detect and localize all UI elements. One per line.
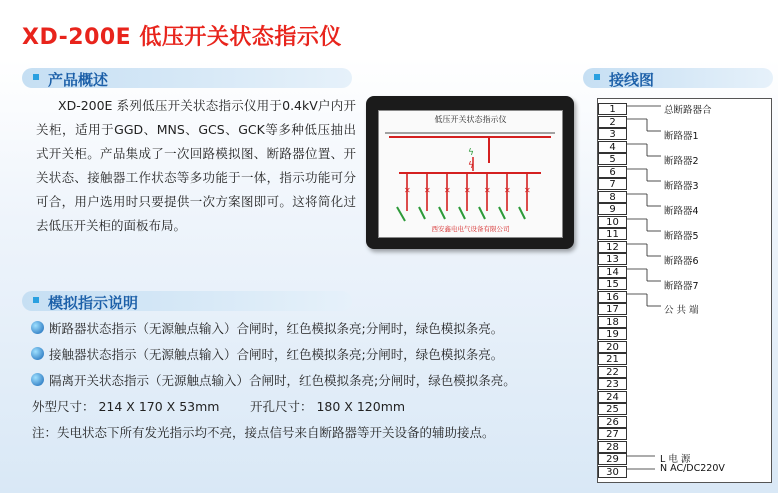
terminal-17: 17	[598, 303, 627, 315]
outline-dimensions: 外型尺寸： 214 X 170 X 53mm	[32, 399, 220, 414]
indication-text: 接触器状态指示（无源触点输入）合闸时，红色模拟条亮;分闸时，绿色模拟条亮。	[49, 347, 504, 362]
indication-text: 隔离开关状态指示（无源触点输入）合闸时，红色模拟条亮;分闸时，绿色模拟条亮。	[49, 373, 516, 388]
indication-item-breaker	[32, 319, 503, 337]
svg-text:✕: ✕	[464, 186, 471, 195]
terminal-26: 26	[598, 416, 627, 428]
label-breaker-1: 断路器1	[664, 131, 699, 142]
terminal-24: 24	[598, 391, 627, 403]
terminal-27: 27	[598, 428, 627, 440]
terminal-18: 18	[598, 316, 627, 328]
panel-screen	[378, 110, 563, 238]
indication-item-isolator	[32, 371, 516, 389]
section-bullet-icon	[33, 297, 39, 303]
label-breaker-7: 断路器7	[664, 281, 699, 292]
label-common: 公 共 端	[664, 305, 699, 316]
svg-text:✕: ✕	[404, 186, 411, 195]
bullet-ball-icon	[31, 373, 44, 386]
section-header-indication	[22, 291, 352, 311]
section-bullet-icon	[594, 74, 600, 80]
label-breaker-2: 断路器2	[664, 156, 699, 167]
panel-maker-text: 西安鑫电电气设备有限公司	[431, 225, 510, 233]
label-breaker-6: 断路器6	[664, 256, 699, 267]
label-breaker-5: 断路器5	[664, 231, 699, 242]
svg-text:✕: ✕	[424, 186, 431, 195]
terminal-29: 29	[598, 453, 627, 465]
terminal-2: 2	[598, 116, 627, 128]
terminal-25: 25	[598, 403, 627, 415]
terminal-13: 13	[598, 253, 627, 265]
section-label: 产品概述	[48, 71, 109, 89]
bullet-ball-icon	[31, 321, 44, 334]
label-breaker-4: 断路器4	[664, 206, 699, 217]
label-breaker-3: 断路器3	[664, 181, 699, 192]
terminal-11: 11	[598, 228, 627, 240]
svg-text:✕: ✕	[484, 186, 491, 195]
terminal-10: 10	[598, 216, 627, 228]
terminal-14: 14	[598, 266, 627, 278]
intro-paragraph: XD-200E 系列低压开关状态指示仪用于0.4kV户内开关柜，适用于GGD、MNS、GCS、GCK等多种低压抽出式开关柜。产品集成了一次回路模拟图、断路器位置、开关状态、接触器工作状态等多功能于一体，指示功能可分可合，用户选用时只要提供一次方案图即可。这将简化过去低压开关柜的面板布局。	[36, 98, 356, 233]
note-text: 注：失电状态下所有发光指示均不亮，接点信号来自断路器等开关设备的辅助接点。	[32, 425, 495, 440]
cutout-dimensions: 开孔尺寸： 180 X 120mm	[250, 399, 406, 414]
indication-text: 断路器状态指示（无源触点输入）合闸时，红色模拟条亮;分闸时，绿色模拟条亮。	[49, 321, 504, 336]
section-label: 模拟指示说明	[48, 294, 139, 312]
bullet-ball-icon	[31, 347, 44, 360]
product-panel-image	[366, 96, 574, 249]
terminal-16: 16	[598, 291, 627, 303]
svg-text:✕: ✕	[504, 186, 511, 195]
section-header-wiring	[583, 68, 773, 88]
terminal-30: 30	[598, 466, 627, 478]
terminal-6: 6	[598, 166, 627, 178]
terminal-1: 1	[598, 103, 627, 115]
terminal-21: 21	[598, 353, 627, 365]
terminal-7: 7	[598, 178, 627, 190]
terminal-19: 19	[598, 328, 627, 340]
terminal-5: 5	[598, 153, 627, 165]
label-main-breaker: 总断路器合	[664, 105, 712, 116]
single-line-diagram	[379, 111, 562, 237]
section-header-overview	[22, 68, 352, 88]
svg-text:ϟ: ϟ	[468, 161, 474, 171]
panel-screen-title: 低压开关状态指示仪	[434, 115, 507, 124]
indication-item-contactor	[32, 345, 503, 363]
terminal-3: 3	[598, 128, 627, 140]
svg-text:ϟ: ϟ	[468, 148, 474, 158]
terminal-9: 9	[598, 203, 627, 215]
terminal-8: 8	[598, 191, 627, 203]
terminal-12: 12	[598, 241, 627, 253]
section-bullet-icon	[33, 74, 39, 80]
wiring-lines	[627, 98, 667, 483]
terminal-20: 20	[598, 341, 627, 353]
svg-text:✕: ✕	[524, 186, 531, 195]
page-title: XD-200E 低压开关状态指示仪	[22, 25, 342, 50]
label-power-l: L 电 源	[660, 454, 691, 465]
svg-text:✕: ✕	[444, 186, 451, 195]
terminal-28: 28	[598, 441, 627, 453]
terminal-4: 4	[598, 141, 627, 153]
terminal-22: 22	[598, 366, 627, 378]
label-power-n: N AC/DC220V	[660, 463, 725, 474]
terminal-15: 15	[598, 278, 627, 290]
section-label: 接线图	[609, 71, 655, 89]
terminal-23: 23	[598, 378, 627, 390]
